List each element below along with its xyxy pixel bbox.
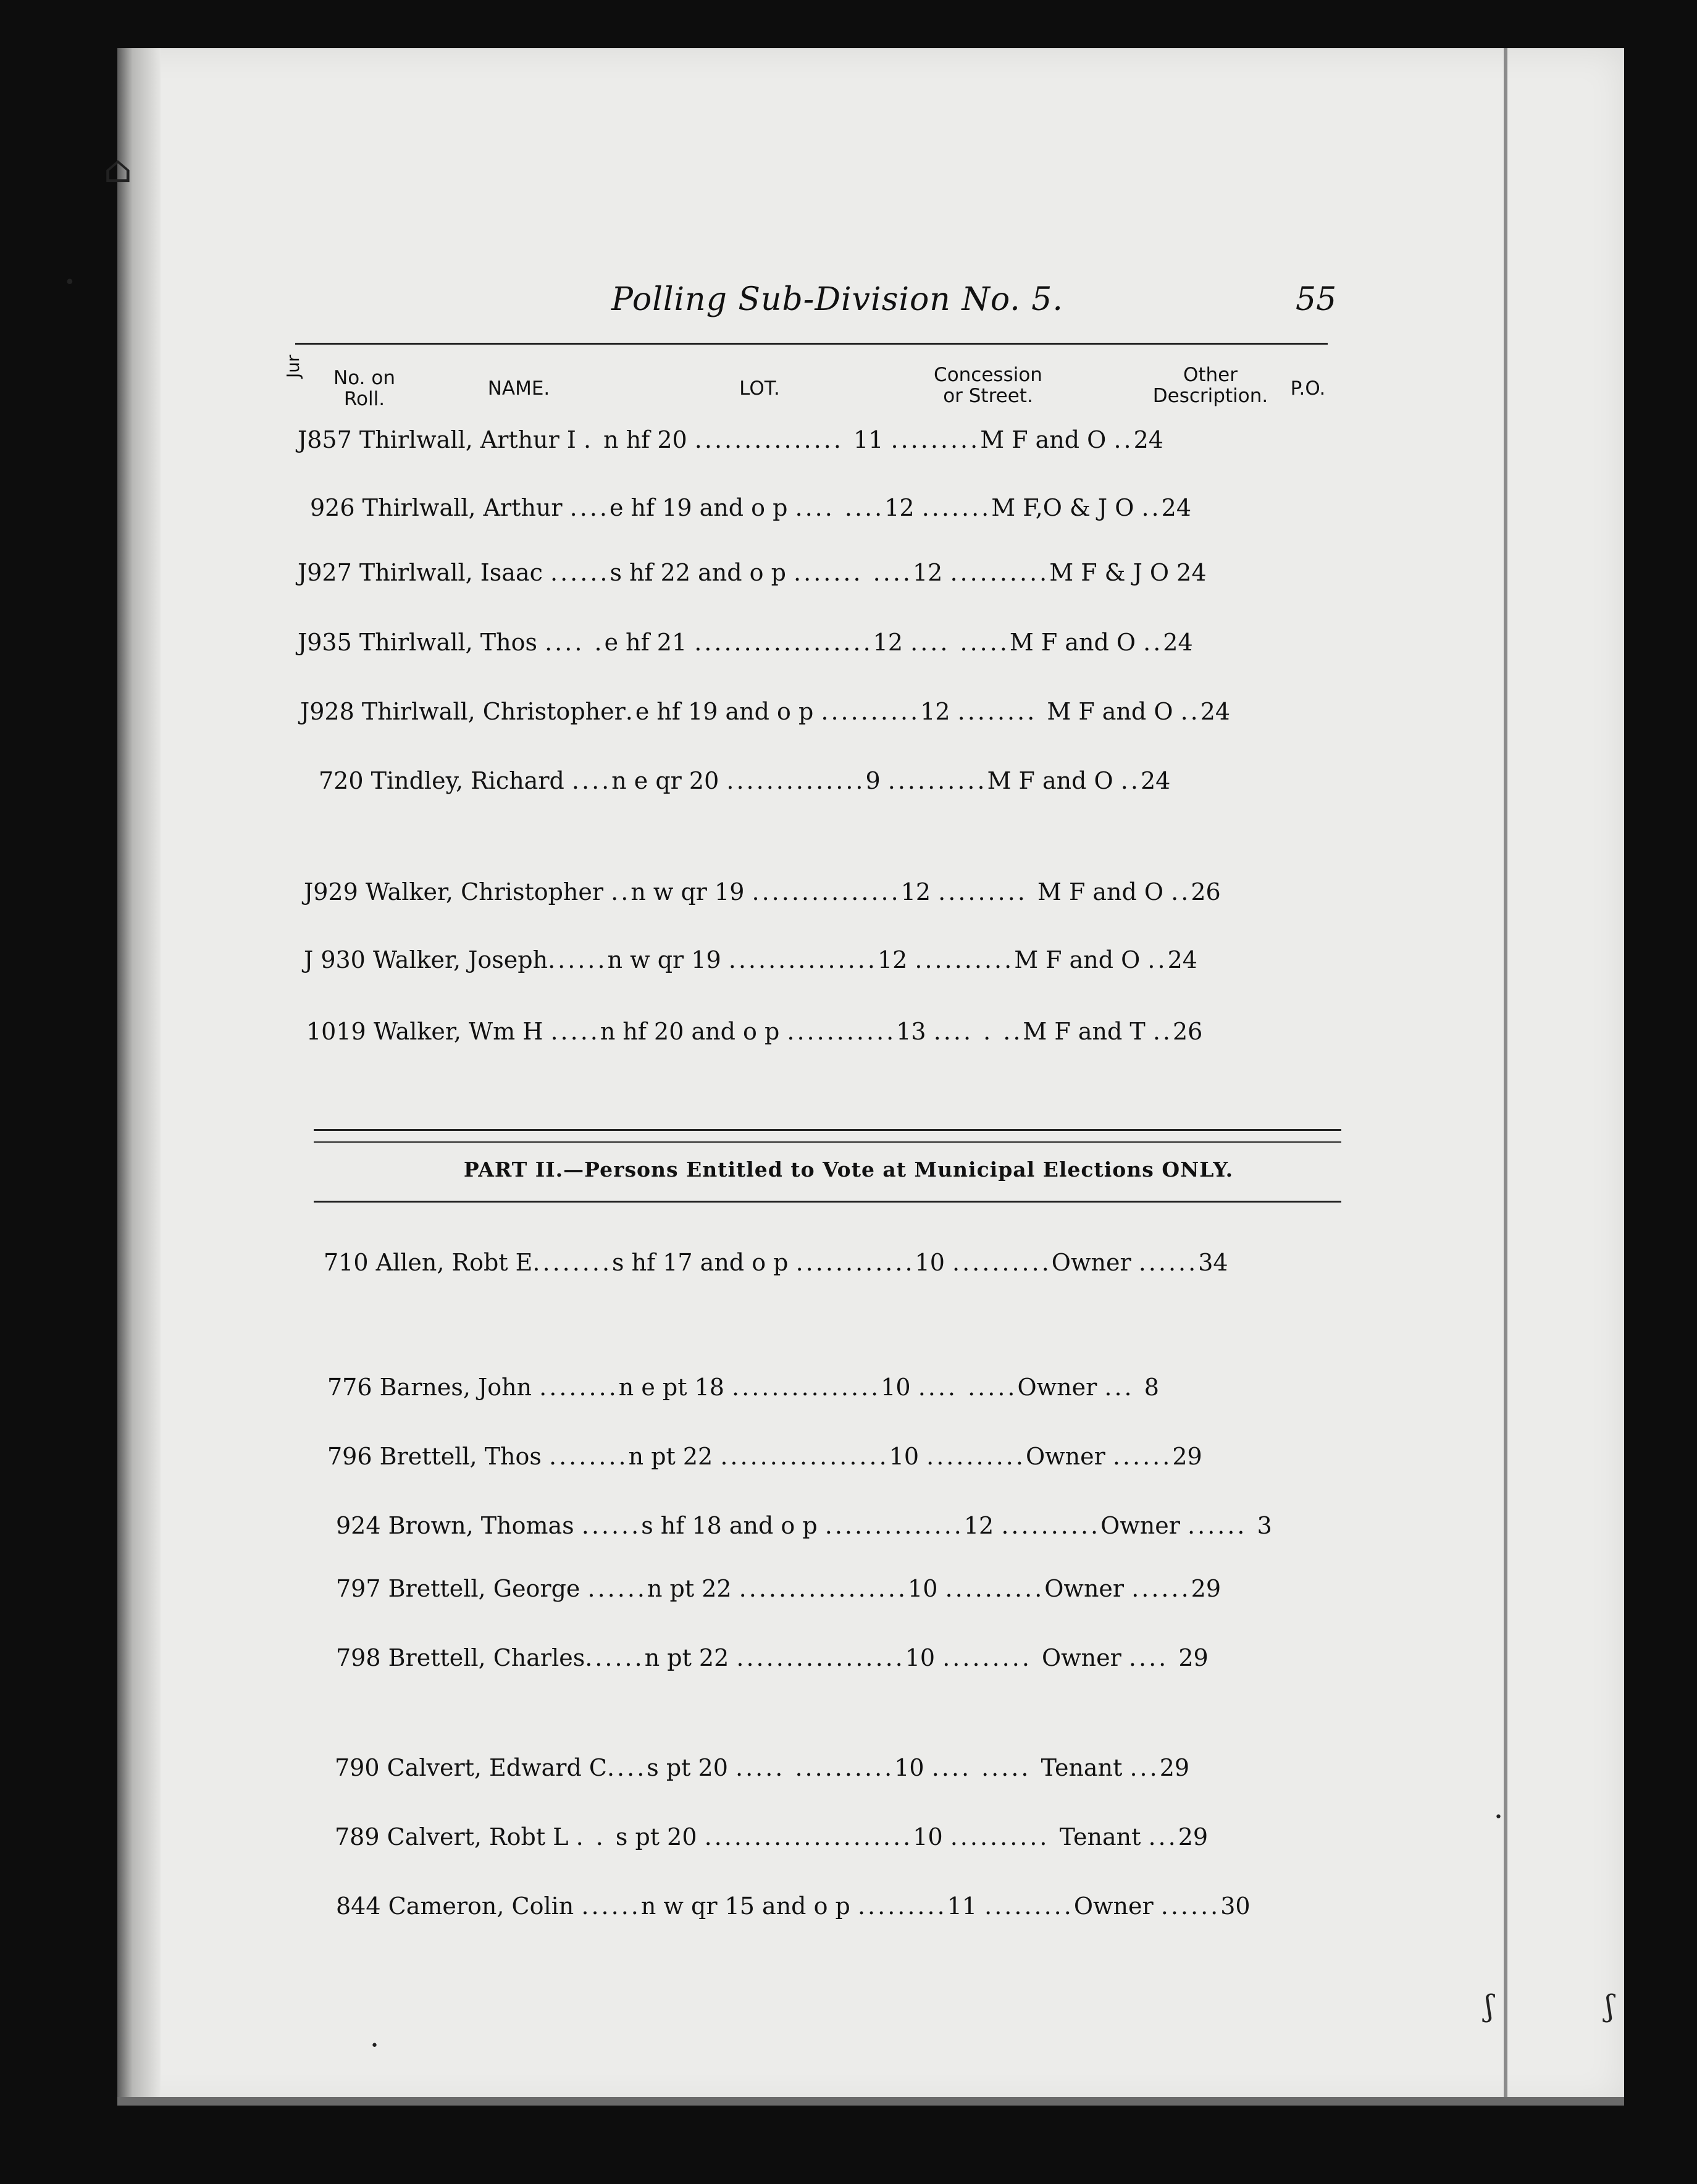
concession: 10 [915, 1249, 945, 1276]
scan-scratch-icon: ʃ [1485, 1989, 1494, 2023]
lot: s hf 18 and o p [641, 1512, 818, 1539]
part-two-top-rule-thin [314, 1141, 1341, 1143]
description: M F and T [1023, 1018, 1146, 1045]
post-office: 29 [1172, 1443, 1202, 1470]
concession: 10 [894, 1754, 924, 1781]
lot: s hf 22 and o p [610, 559, 786, 586]
header-rule [295, 343, 1328, 345]
description: M F and O [1037, 878, 1164, 905]
lot: n w qr 19 [607, 946, 721, 973]
scan-dot-icon: • [371, 2038, 379, 2054]
post-office: 24 [1200, 698, 1231, 725]
lot: n e qr 20 [611, 767, 719, 794]
lot: s hf 17 and o p [612, 1249, 789, 1276]
concession: 10 [905, 1644, 936, 1671]
post-office: 29 [1178, 1823, 1209, 1850]
post-office: 26 [1173, 1018, 1203, 1045]
roll-number: 797 [336, 1575, 381, 1602]
lot: s pt 20 [647, 1754, 728, 1781]
part-two-heading: PART II.—Persons Entitled to Vote at Municipal Elections ONLY. [463, 1157, 1234, 1182]
description: M F and O [1009, 629, 1136, 656]
post-office: 29 [1159, 1754, 1190, 1781]
roll-number: 720 [319, 767, 364, 794]
table-row: 924 Brown, Thomas ......s hf 18 and o p ..............12 ..........Owner ...... 3 [336, 1512, 1272, 1539]
table-row: J 930 Walker, Joseph......n w qr 19 ...............12 ..........M F and O ..24 [304, 946, 1197, 973]
voter-name: Barnes, John [379, 1374, 532, 1401]
post-office: 24 [1167, 946, 1197, 973]
description: Owner [1025, 1443, 1105, 1470]
post-office: 24 [1176, 559, 1207, 586]
table-row: 1019 Walker, Wm H .....n hf 20 and o p ...........13 .... . ..M F and T ..26 [306, 1018, 1203, 1045]
description: Owner [1073, 1892, 1154, 1920]
voter-name: Walker, Wm H [373, 1018, 543, 1045]
voter-name: Thirlwall, Arthur I [359, 426, 576, 453]
roll-number: J928 [300, 698, 354, 725]
table-row: 790 Calvert, Edward C....s pt 20 ..... ..........10 .... ..... Tenant ...29 [335, 1754, 1190, 1781]
lot: e hf 19 and o p [635, 698, 814, 725]
voter-name: Tindley, Richard [371, 767, 564, 794]
roll-number: 844 [336, 1892, 381, 1920]
voter-name: Thirlwall, Isaac [359, 559, 543, 586]
table-row: 796 Brettell, Thos ........n pt 22 .................10 ..........Owner ......29 [327, 1443, 1202, 1470]
table-row: 710 Allen, Robt E........s hf 17 and o p ............10 ..........Owner ......34 [324, 1249, 1228, 1276]
table-row: J929 Walker, Christopher ..n w qr 19 ...............12 ......... M F and O ..26 [304, 878, 1221, 905]
column-header-roll-line1: No. on [333, 367, 395, 389]
post-office: 29 [1178, 1644, 1209, 1671]
column-header-jur: Jur [283, 355, 303, 378]
voter-name: Brettell, Thos [379, 1443, 542, 1470]
voter-name: Walker, Joseph [372, 946, 548, 973]
roll-number: 789 [335, 1823, 380, 1850]
roll-number: 790 [335, 1754, 380, 1781]
scan-scratch-icon: ʃ [1606, 1989, 1614, 2023]
concession: 12 [884, 494, 915, 521]
column-header-roll-line2: Roll. [343, 388, 385, 410]
concession: 12 [912, 559, 943, 586]
roll-number: J929 [304, 878, 358, 905]
roll-number: 796 [327, 1443, 372, 1470]
voter-name: Brown, Thomas [388, 1512, 574, 1539]
table-row: J928 Thirlwall, Christopher.e hf 19 and o p ..........12 ........ M F and O ..24 [300, 698, 1231, 725]
scan-dot-icon: • [1494, 1810, 1502, 1825]
column-header-other-line2: Description. [1152, 385, 1268, 407]
roll-number: 924 [336, 1512, 381, 1539]
concession: 10 [913, 1823, 943, 1850]
part-two-top-rule [314, 1129, 1341, 1131]
column-header-lot: LOT. [739, 377, 780, 400]
roll-number: 798 [336, 1644, 381, 1671]
concession: 13 [896, 1018, 926, 1045]
column-header-roll [321, 368, 408, 410]
description: M F and O [980, 426, 1107, 453]
lot: n pt 22 [644, 1644, 729, 1671]
page-bottom-edge [117, 2097, 1624, 2106]
scan-dot-icon: • [64, 272, 75, 293]
concession: 12 [963, 1512, 994, 1539]
voter-name: Walker, Christopher [365, 878, 604, 905]
column-header-po: P.O. [1290, 377, 1326, 400]
lot: s pt 20 [615, 1823, 697, 1850]
description: Tenant [1059, 1823, 1141, 1850]
voter-name: Allen, Robt E [375, 1249, 533, 1276]
table-row: 844 Cameron, Colin ......n w qr 15 and o p .........11 .........Owner ......30 [336, 1892, 1251, 1920]
voter-name: Thirlwall, Arthur [362, 494, 563, 521]
voter-name: Calvert, Edward C [387, 1754, 607, 1781]
roll-number: J857 [298, 426, 352, 453]
post-office: 3 [1257, 1512, 1272, 1539]
concession: 12 [873, 629, 903, 656]
table-row: 798 Brettell, Charles......n pt 22 .................10 ......... Owner .... 29 [336, 1644, 1209, 1671]
page-title: Polling Sub-Division No. 5. [611, 281, 1063, 318]
post-office: 34 [1198, 1249, 1228, 1276]
description: Owner [1051, 1249, 1131, 1276]
concession: 10 [889, 1443, 920, 1470]
post-office: 29 [1191, 1575, 1221, 1602]
lot: n e pt 18 [618, 1374, 724, 1401]
lot: n pt 22 [647, 1575, 732, 1602]
table-row: J935 Thirlwall, Thos .... .e hf 21 ..................12 .... .....M F and O ..24 [298, 629, 1193, 656]
description: Owner [1042, 1644, 1121, 1671]
table-row: J927 Thirlwall, Isaac ......s hf 22 and o p ....... ....12 ..........M F & J O 24 [298, 559, 1207, 586]
description: Owner [1044, 1575, 1125, 1602]
concession: 12 [900, 878, 931, 905]
document-page [117, 48, 1624, 2105]
column-header-other [1139, 364, 1281, 406]
roll-number: J927 [298, 559, 352, 586]
table-row: 789 Calvert, Robt L . . s pt 20 .....................10 .......... Tenant ...29 [335, 1823, 1209, 1850]
post-office: 24 [1161, 494, 1191, 521]
roll-number: J935 [298, 629, 352, 656]
roll-number: 776 [327, 1374, 372, 1401]
column-header-name: NAME. [487, 377, 550, 400]
part-two-bottom-rule [314, 1201, 1341, 1203]
description: M F and O [1014, 946, 1141, 973]
voter-name: Thirlwall, Christopher [361, 698, 626, 725]
description: M F,O & J O [991, 494, 1134, 521]
page-binding-edge [117, 48, 161, 2105]
roll-number: 926 [310, 494, 355, 521]
voter-name: Thirlwall, Thos [359, 629, 537, 656]
voter-name: Calvert, Robt L [387, 1823, 569, 1850]
description: Tenant [1041, 1754, 1123, 1781]
post-office: 30 [1220, 1892, 1251, 1920]
description: M F & J O [1049, 559, 1170, 586]
description: M F and O [1047, 698, 1173, 725]
post-office: 24 [1133, 426, 1163, 453]
table-row: 720 Tindley, Richard ....n e qr 20 ..............9 ..........M F and O ..24 [319, 767, 1171, 794]
concession: 12 [877, 946, 908, 973]
page-right-edge [1504, 48, 1507, 2105]
lot: e hf 19 and o p [609, 494, 788, 521]
concession: 11 [853, 426, 884, 453]
voter-name: Brettell, George [388, 1575, 580, 1602]
voter-name: Cameron, Colin [388, 1892, 574, 1920]
roll-number: J 930 [304, 946, 366, 973]
table-row: 797 Brettell, George ......n pt 22 .................10 ..........Owner ......29 [336, 1575, 1221, 1602]
concession: 10 [881, 1374, 911, 1401]
table-row: 926 Thirlwall, Arthur ....e hf 19 and o p .... ....12 .......M F,O & J O ..24 [310, 494, 1191, 521]
lot: n pt 22 [628, 1443, 713, 1470]
post-office: 24 [1163, 629, 1193, 656]
column-header-other-line1: Other [1183, 364, 1238, 386]
table-row: 776 Barnes, John ........n e pt 18 ...............10 .... .....Owner ... 8 [327, 1374, 1159, 1401]
column-header-concession [914, 364, 1062, 406]
description: Owner [1017, 1374, 1097, 1401]
lot: n hf 20 [603, 426, 687, 453]
post-office: 8 [1144, 1374, 1159, 1401]
concession: 11 [947, 1892, 978, 1920]
lot: n w qr 19 [631, 878, 745, 905]
lot: n w qr 15 and o p [640, 1892, 850, 1920]
scan-mark-icon: ⌂ [104, 148, 132, 191]
table-row: J857 Thirlwall, Arthur I . n hf 20 ............... 11 .........M F and O ..24 [298, 426, 1163, 453]
voter-name: Brettell, Charles [388, 1644, 585, 1671]
post-office: 26 [1191, 878, 1221, 905]
column-header-concession-line1: Concession [934, 364, 1042, 386]
concession: 10 [908, 1575, 938, 1602]
description: Owner [1100, 1512, 1180, 1539]
roll-number: 710 [324, 1249, 369, 1276]
lot: n hf 20 and o p [600, 1018, 780, 1045]
post-office: 24 [1140, 767, 1171, 794]
lot: e hf 21 [604, 629, 687, 656]
column-header-concession-line2: or Street. [943, 385, 1033, 407]
concession: 12 [920, 698, 950, 725]
concession: 9 [865, 767, 881, 794]
roll-number: 1019 [306, 1018, 366, 1045]
page-number: 55 [1296, 281, 1337, 318]
description: M F and O [987, 767, 1113, 794]
